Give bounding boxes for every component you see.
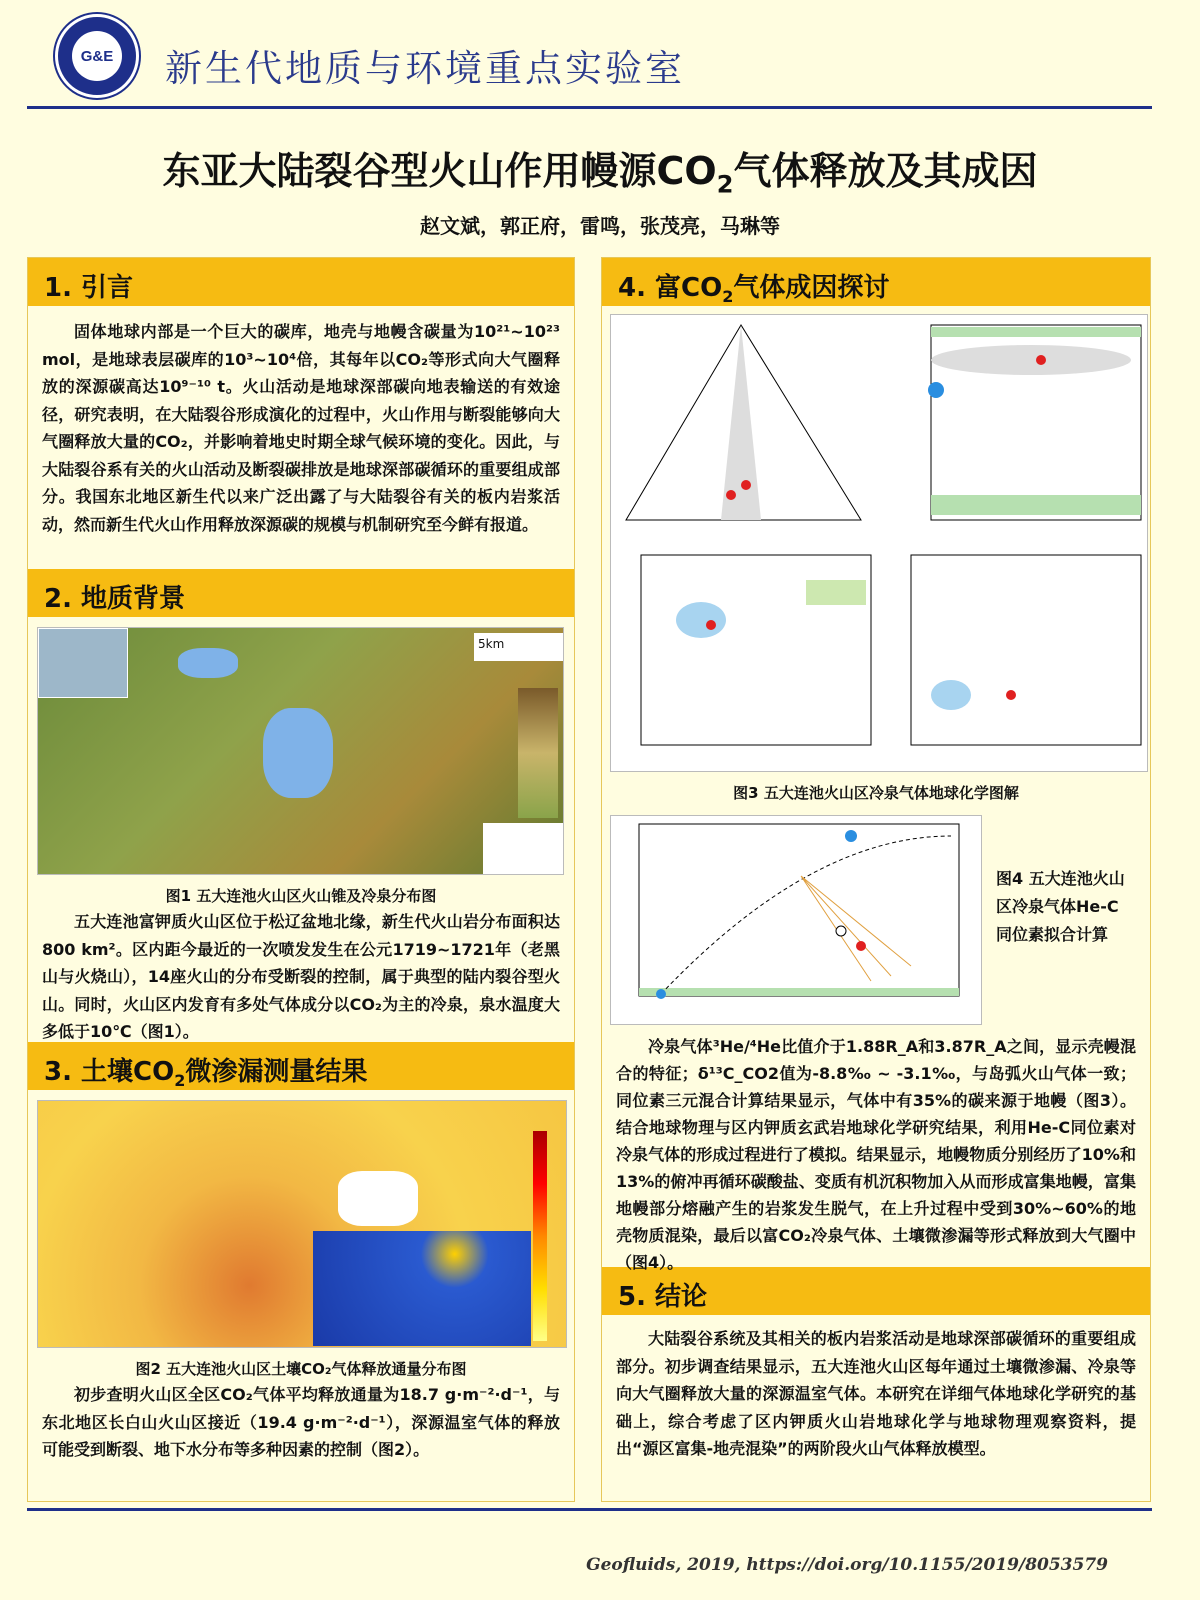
header-divider [27,106,1152,109]
lake [338,1171,418,1226]
figure-1-map [37,627,564,875]
figure-2-caption: 图2 五大连池火山区土壤CO₂气体释放通量分布图 [135,1360,467,1378]
poster-title: 东亚大陆裂谷型火山作用幔源$CO_2$气体释放及其成因 [162,149,1038,199]
lake [263,708,333,798]
citation: Geofluids, 2019, https://doi.org/10.1155/2019/8053579 [586,1555,1108,1575]
right-column [601,257,1151,1502]
scale-bar: 5km [474,633,564,661]
figure-3-graphics [611,315,1148,772]
inset-map [38,628,128,698]
elevation-legend [518,688,558,818]
authors: 赵文斌，郭正府，雷鸣，张茂亮，马琳等 [420,214,780,238]
conclusion-text: 大陆裂谷系统及其相关的板内岩浆活动是地球深部碳循环的重要组成部分。初步调查结果显示，五大连池火山区每年通过土壤微渗漏、冷泉等向大气圈释放大量的深源温室气体。本研究在详细气体地球化学研究的基础上，综合考虑了区内钾质火山岩地球化学与地球物理观察资料，提出“源区富集-地壳混染”的两阶段火山气体释放模型。 [616,1329,1136,1458]
flux-colorbar [533,1131,547,1341]
soil-text: 初步查明火山区全区CO₂气体平均释放通量为18.7 g·m⁻²·d⁻¹，与东北地区长白山火山区接近（19.4 g·m⁻²·d⁻¹），深源温室气体的释放可能受到断裂、地下水分布等多种因素的控制（图2）。 [42,1385,560,1459]
section-title-intro: 1. 引言 [28,258,574,306]
section-title-origin: 4. 富$CO_2$气体成因探讨 [602,258,1150,306]
geo-text: 五大连池富钾质火山区位于松辽盆地北缘，新生代火山岩分布面积达800 km²。区内距今最近的一次喷发发生在公元1719~1721年（老黑山与火烧山），14座火山的分布受断裂的控制，属于典型的陆内裂谷型火山。同时，火山区内发育有多处气体成分以CO₂为主的冷泉，泉水温度大多低于10℃（图1）。 [42,912,560,1041]
figure-2-flux-map [37,1100,567,1348]
map-legend [483,823,563,875]
figure-3-caption: 图3 五大连池火山区冷泉气体地球化学图解 [733,784,1019,802]
lake [178,648,238,678]
figure-4-graphics [611,816,982,1025]
section-title-geo: 2. 地质背景 [28,569,574,617]
lab-logo [55,14,139,98]
lab-name: 新生代地质与环境重点实验室 [165,47,685,90]
figure-3-geochem-plots [610,314,1148,772]
section-title-soil: 3. 土壤$CO_2$微渗漏测量结果 [28,1042,574,1090]
intro-text: 固体地球内部是一个巨大的碳库，地壳与地幔含碳量为10²¹~10²³ mol，是地球表层碳库的10³~10⁴倍，其每年以CO₂等形式向大气圈释放的深源碳高达10⁹⁻¹⁰ t。火山活动是地球深部碳向地表输送的有效途径，研究表明，在大陆裂谷形成演化的过程中，火山作用与断裂能够向大气圈释放大量的CO₂，并影响着地史时期全球气候环境的变化。因此，与大陆裂谷系有关的火山活动及断裂碳排放是地球深部碳循环的重要组成部分。我国东北地区新生代以来广泛出露了与大陆裂谷有关的板内岩浆活动，然而新生代火山作用释放深源碳的规模与机制研究至今鲜有报道。 [42,322,560,534]
figure-4-he-c-model [610,815,982,1025]
section-title-conclusion: 5. 结论 [602,1267,1150,1315]
left-column [27,257,575,1502]
footer-divider [27,1508,1152,1511]
figure-4-caption: 图4 五大连池火山区冷泉气体He-C同位素拟合计算 [996,869,1125,944]
figure-1-caption: 图1 五大连池火山区火山锥及冷泉分布图 [165,887,437,905]
origin-text: 冷泉气体³He/⁴He比值介于1.88R_A和3.87R_A之间，显示壳幔混合的特征；δ¹³C_CO2值为-8.8‰ ~ -3.1‰，与岛弧火山气体一致；同位素三元混合计算结果显示，气体中有35%的碳来源于地幔（图3）。结合地球物理与区内钾质玄武岩地球化学研究结果，利用He-C同位素对冷泉气体的形成过程进行了模拟。结果显示，地幔物质分别经历了10%和13%的俯冲再循环碳酸盐、变质有机沉积物加入从而形成富集地幔，富集地幔部分熔融产生的岩浆发生脱气，在上升过程中受到30%~60%的地壳物质混染，最后以富CO₂冷泉气体、土壤微渗漏等形式释放到大气圈中（图4）。 [616,1037,1136,1272]
inset-flux-map [313,1231,531,1346]
logo-text: G&E [72,31,122,81]
